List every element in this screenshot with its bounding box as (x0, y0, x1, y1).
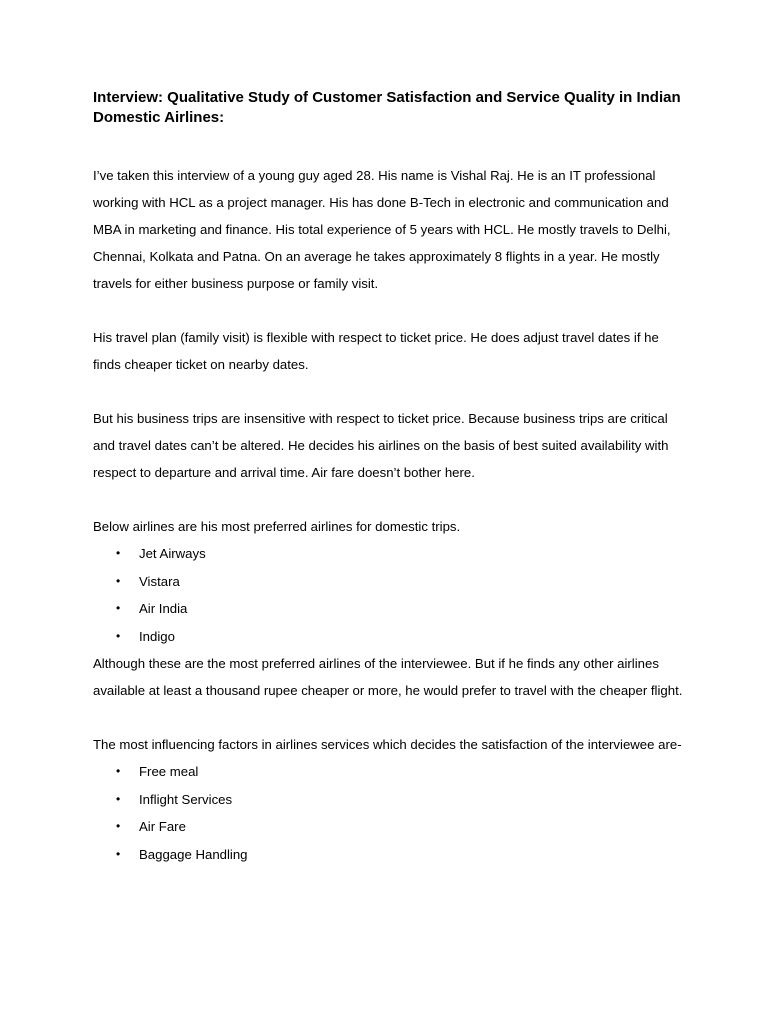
paragraph-family-visit: His travel plan (family visit) is flexible with respect to ticket price. He does adjust travel dates if he finds cheaper ticket on nearby dates. (93, 330, 659, 372)
paragraph-cheaper-flight: Although these are the most preferred airlines of the interviewee. But if he finds any other airlines available at least a thousand rupee cheaper or more, he would prefer to travel with the cheaper flight. (93, 656, 683, 698)
document-body (93, 88, 683, 868)
bullet-icon: • (116, 601, 121, 615)
list-item-text: Baggage Handling (139, 846, 248, 862)
airlines-list (93, 540, 683, 650)
list-item (93, 623, 683, 651)
paragraph-preferred-airlines: Below airlines are his most preferred airlines for domestic trips. (93, 519, 461, 534)
bullet-icon: • (116, 764, 121, 778)
list-item-text: Air India (139, 601, 188, 616)
list-item (93, 786, 683, 814)
bullet-icon: • (116, 846, 121, 861)
list-item-text: Inflight Services (139, 791, 233, 807)
list-item (93, 540, 683, 568)
bullet-icon: • (116, 573, 121, 588)
list-item (93, 568, 683, 596)
list-item (93, 595, 683, 623)
list-item-text: Vistara (139, 573, 180, 589)
list-item-text: Indigo (139, 628, 175, 644)
paragraph-intro: I’ve taken this interview of a young guy aged 28. His name is Vishal Raj. He is an IT professional working with HCL as a project manager. His has done B-Tech in electronic and communication and MBA in marketing and finance. His total experience of 5 years with HCL. He mostly travels to Delhi, Chennai, Kolkata and Patna. On an average he takes approximately 8 flights in a year. He mostly travels for either business purpose or family visit. (93, 168, 671, 291)
list-item-text: Air Fare (139, 819, 186, 834)
bullet-icon: • (116, 546, 121, 560)
list-item-text: Free meal (139, 764, 199, 779)
list-item (93, 813, 683, 841)
document-title: Interview: Qualitative Study of Customer Satisfaction and Service Quality in Indian Domestic Airlines: (93, 89, 681, 126)
bullet-icon: • (116, 628, 121, 643)
paragraph-influencing-factors: The most influencing factors in airlines services which decides the satisfaction of the interviewee are- (93, 737, 682, 752)
factors-list (93, 758, 683, 868)
list-item (93, 758, 683, 786)
bullet-icon: • (116, 819, 121, 833)
paragraph-business-trips: But his business trips are insensitive with respect to ticket price. Because business trips are critical and travel dates can’t be altered. He decides his airlines on the basis of best suited availability with respect to departure and arrival time. Air fare doesn’t bother here. (93, 411, 669, 480)
bullet-icon: • (116, 791, 121, 806)
list-item (93, 841, 683, 869)
list-item-text: Jet Airways (139, 546, 206, 561)
